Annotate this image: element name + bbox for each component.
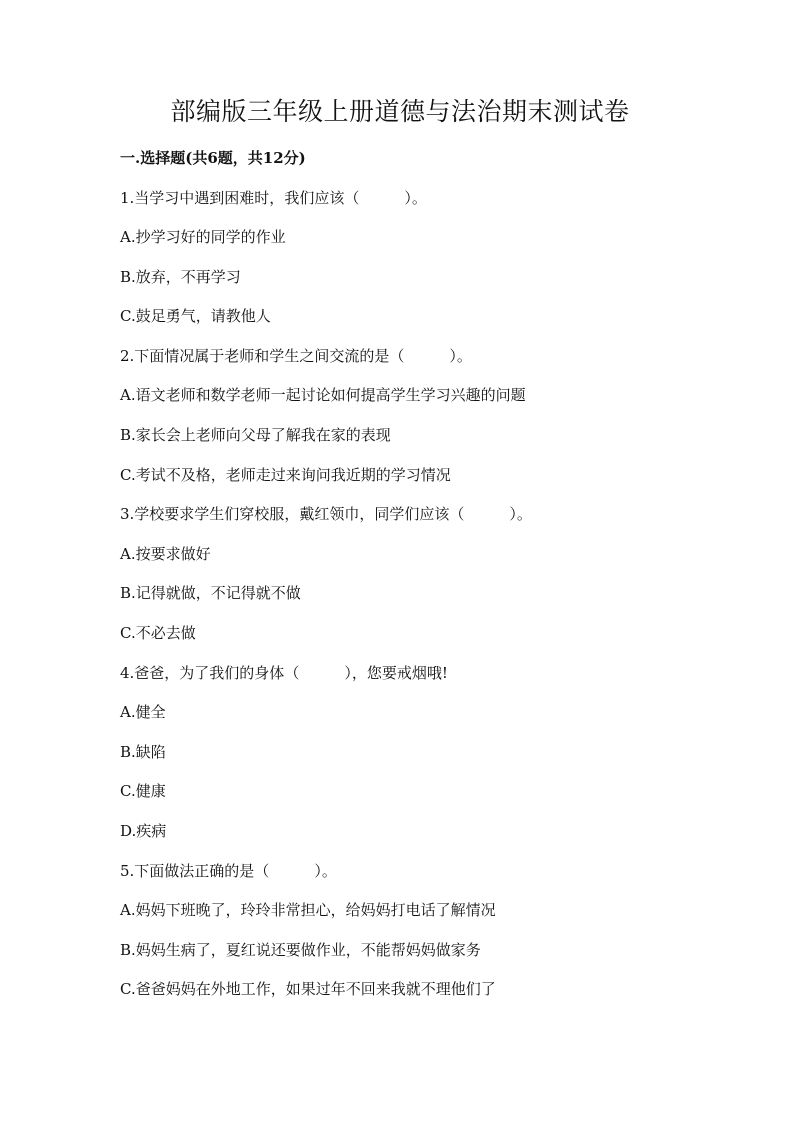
question-5-option-b: B.妈妈生病了，夏红说还要做作业，不能帮妈妈做家务 <box>120 941 481 959</box>
section-heading: 一.选择题(共6题，共12分) <box>120 149 306 167</box>
question-2-option-c: C.考试不及格，老师走过来询问我近期的学习情况 <box>120 466 451 484</box>
question-3: 3.学校要求学生们穿校服，戴红领巾，同学们应该（ ）。 <box>120 505 532 523</box>
page-title: 部编版三年级上册道德与法治期末测试卷 <box>170 97 630 126</box>
question-4: 4.爸爸，为了我们的身体（ ），您要戒烟哦! <box>120 664 448 682</box>
question-3-option-c: C.不必去做 <box>120 624 196 642</box>
question-3-option-b: B.记得就做，不记得就不做 <box>120 584 301 602</box>
question-4-option-c: C.健康 <box>120 782 166 800</box>
question-4-option-a: A.健全 <box>120 703 166 721</box>
question-2-option-b: B.家长会上老师向父母了解我在家的表现 <box>120 426 391 444</box>
question-4-option-d: D.疾病 <box>120 822 167 840</box>
question-1-option-c: C.鼓足勇气，请教他人 <box>120 307 271 325</box>
question-5-option-c: C.爸爸妈妈在外地工作，如果过年不回来我就不理他们了 <box>120 980 496 998</box>
question-5: 5.下面做法正确的是（ ）。 <box>120 862 337 880</box>
question-5-option-a: A.妈妈下班晚了，玲玲非常担心，给妈妈打电话了解情况 <box>120 901 496 919</box>
question-2-option-a: A.语文老师和数学老师一起讨论如何提高学生学习兴趣的问题 <box>120 386 526 404</box>
question-3-option-a: A.按要求做好 <box>120 545 211 563</box>
question-4-option-b: B.缺陷 <box>120 743 166 761</box>
question-1-option-a: A.抄学习好的同学的作业 <box>120 228 286 246</box>
question-2: 2.下面情况属于老师和学生之间交流的是（ ）。 <box>120 347 472 365</box>
question-1: 1.当学习中遇到困难时，我们应该（ ）。 <box>120 189 427 207</box>
question-1-option-b: B.放弃，不再学习 <box>120 268 241 286</box>
